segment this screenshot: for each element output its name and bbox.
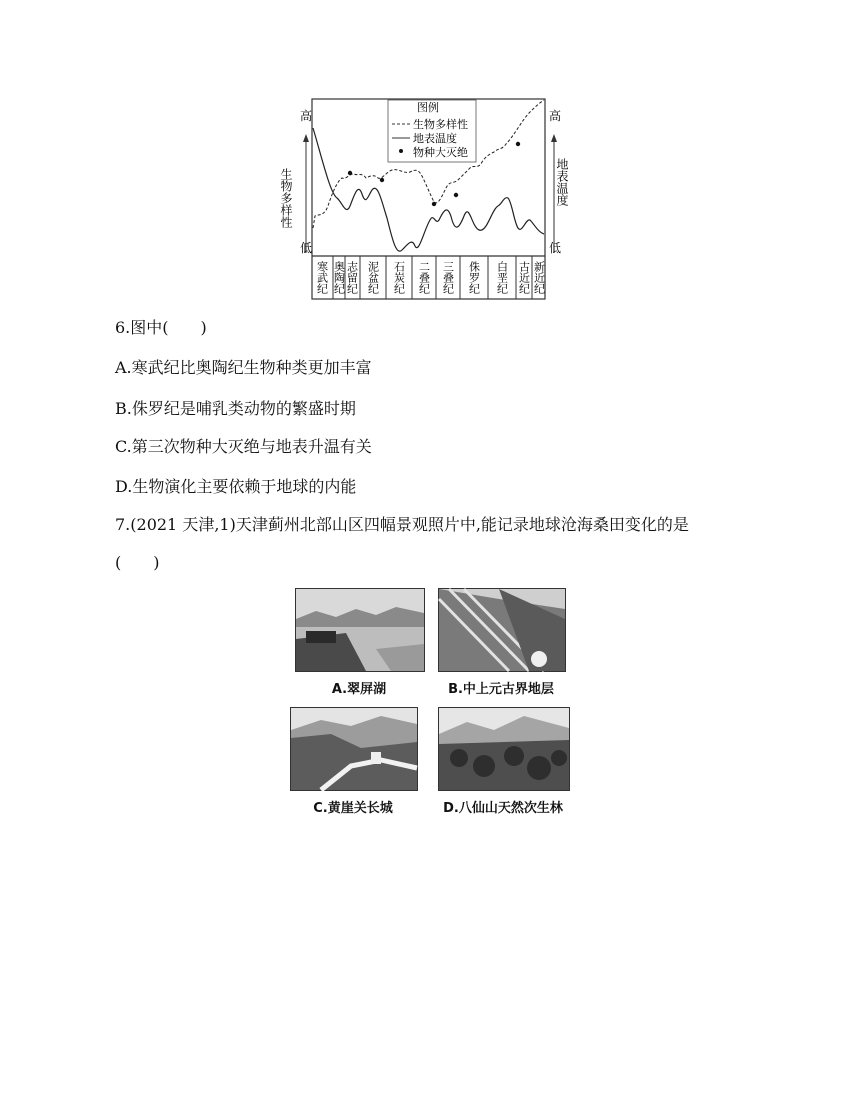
period-cambrian: 寒武纪 — [315, 261, 329, 294]
photo-c-great-wall — [290, 707, 418, 791]
question-7-stem: 7.(2021 天津,1)天津蓟州北部山区四幅景观照片中,能记录地球沧海桑田变化的是 — [115, 515, 689, 534]
photo-card-c — [290, 707, 416, 819]
period-carboniferous: 石炭纪 — [392, 261, 406, 294]
extinction-dot — [380, 178, 384, 182]
period-ordovician: 奥陶纪 — [332, 261, 346, 294]
period-paleogene: 古近纪 — [517, 261, 531, 294]
left-high-label: 高 — [299, 109, 313, 123]
question-6-option-c: C.第三次物种大灭绝与地表升温有关 — [115, 437, 372, 456]
question-6-stem: 6.图中( ) — [115, 318, 207, 337]
photo-card-d — [438, 707, 568, 819]
question-6-option-b: B.侏罗纪是哺乳类动物的繁盛时期 — [115, 399, 356, 418]
photo-c-caption: C.黄崖关长城 — [313, 801, 393, 816]
period-devonian: 泥盆纪 — [366, 261, 380, 294]
period-cretaceous: 白垩纪 — [495, 261, 509, 294]
legend-temperature: 地表温度 — [413, 132, 457, 145]
left-axis-label: 生物多样性 — [279, 168, 293, 228]
photo-card-a — [295, 588, 423, 700]
question-6-option-d: D.生物演化主要依赖于地球的内能 — [115, 477, 357, 496]
period-neogene: 新近纪 — [532, 261, 546, 294]
legend-title: 图例 — [417, 101, 439, 114]
left-low-label: 低 — [299, 241, 313, 255]
right-low-label: 低 — [548, 241, 562, 255]
photo-b-strata — [438, 588, 566, 672]
legend-biodiversity: 生物多样性 — [413, 118, 468, 131]
right-axis-label: 地表温度 — [555, 158, 569, 206]
extinction-dot — [454, 193, 458, 197]
period-permian: 二叠纪 — [417, 261, 431, 294]
photo-card-b — [438, 588, 564, 700]
question-7-answer-paren: ( ) — [115, 553, 160, 572]
photo-d-caption: D.八仙山天然次生林 — [443, 801, 563, 816]
period-jurassic: 侏罗纪 — [467, 261, 481, 294]
legend-extinction: 物种大灭绝 — [413, 146, 468, 159]
question-6-option-a: A.寒武纪比奥陶纪生物种类更加丰富 — [115, 358, 372, 377]
photo-a-lake — [295, 588, 425, 672]
extinction-dot — [432, 202, 436, 206]
geologic-figure — [279, 98, 569, 300]
photo-a-caption: A.翠屏湖 — [331, 682, 387, 697]
extinction-dot — [348, 171, 352, 175]
period-silurian: 志留纪 — [345, 261, 359, 294]
extinction-dot — [516, 142, 520, 146]
right-high-label: 高 — [548, 109, 562, 123]
photo-d-forest — [438, 707, 570, 791]
period-triassic: 三叠纪 — [441, 261, 455, 294]
photo-b-caption: B.中上元古界地层 — [448, 682, 554, 697]
